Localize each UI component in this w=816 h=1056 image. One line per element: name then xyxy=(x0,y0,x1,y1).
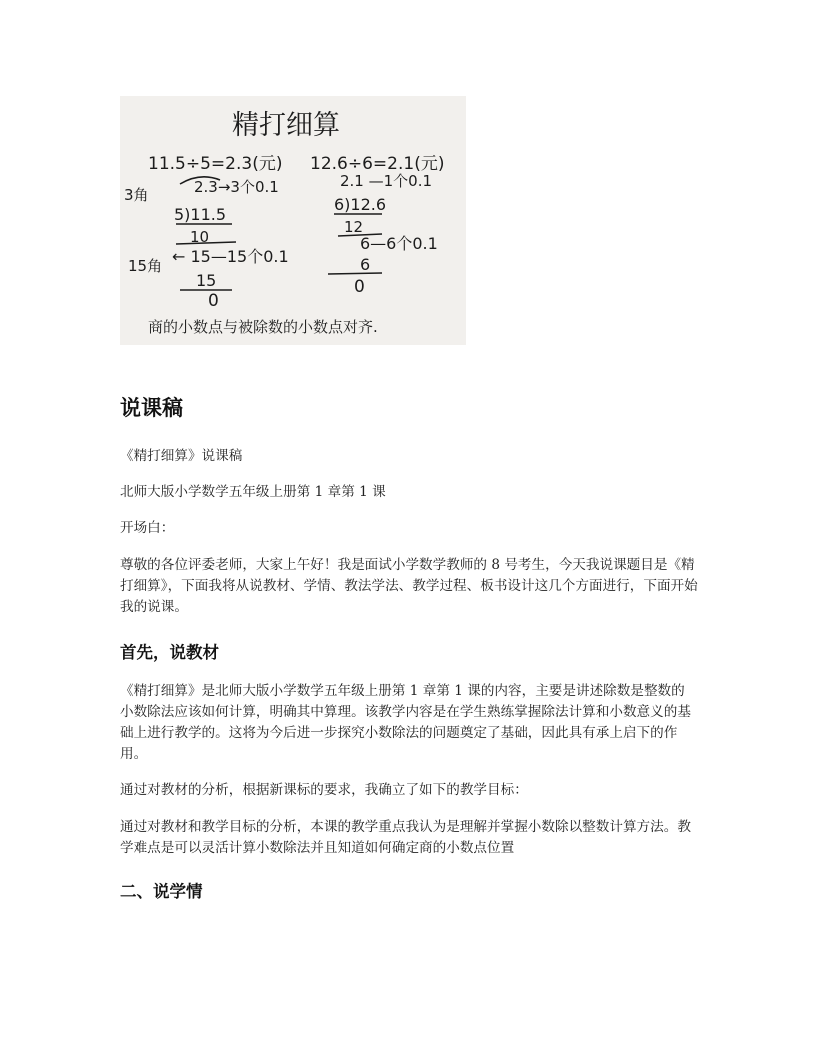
photo-eq-left: 11.5÷5=2.3(元) xyxy=(148,154,283,174)
photo-right-remainder: 0 xyxy=(354,277,365,297)
doc-heading: 说课稿 xyxy=(120,396,183,420)
handwritten-board-photo xyxy=(120,96,466,345)
photo-right-step1: 12 xyxy=(344,218,364,236)
section-heading-textbook: 首先，说教材 xyxy=(120,643,219,662)
photo-left-remainder: 0 xyxy=(208,291,219,311)
photo-left-15jiao: 15角 xyxy=(128,257,163,275)
photo-bottom-note: 商的小数点与被除数的小数点对齐. xyxy=(148,318,378,336)
photo-eq-right: 12.6÷6=2.1(元) xyxy=(310,154,445,174)
doc-line-textbook: 北师大版小学数学五年级上册第 1 章第 1 课 xyxy=(120,484,386,500)
doc-para-textbook: 《精打细算》是北师大版小学数学五年级上册第 1 章第 1 课的内容，主要是讲述除数是整数的小数除法应该如何计算，明确其中算理。该教学内容是在学生熟练掌握除法计算和小数意义的基础上进行教学的。这将为今后进一步探究小数除法的问题奠定了基础，因此具有承上启下的作用。 xyxy=(120,683,691,762)
photo-left-step3: 15 xyxy=(196,271,217,290)
photo-right-step2: 6—6个0.1 xyxy=(360,234,438,253)
photo-left-step2: ← 15—15个0.1 xyxy=(172,247,289,266)
photo-left-step1: 10 xyxy=(190,228,210,246)
doc-line-title: 《精打细算》说课稿 xyxy=(120,448,243,464)
photo-right-step3: 6 xyxy=(360,255,371,274)
board-photo-drawing xyxy=(120,96,466,345)
doc-para-goals: 通过对教材的分析，根据新课标的要求，我确立了如下的教学目标： xyxy=(120,782,528,798)
photo-right-quotient: 2.1 —1个0.1 xyxy=(340,172,433,190)
doc-para-focus: 通过对教材和教学目标的分析，本课的教学重点我认为是理解并掌握小数除以整数计算方法。教学难点是可以灵活计算小数除法并且知道如何确定商的小数点位置 xyxy=(120,819,691,856)
photo-left-quotient: 2.3→3个0.1 xyxy=(194,178,279,196)
photo-right-division: 6)12.6 xyxy=(334,195,387,214)
photo-title: 精打细算 xyxy=(232,110,340,141)
doc-para-opening: 尊敬的各位评委老师，大家上午好！我是面试小学数学教师的 8 号考生，今天我说课题目是《精打细算》，下面我将从说教材、学情、教法学法、教学过程、板书设计这几个方面进行，下面开始我的说课。 xyxy=(120,557,698,615)
photo-left-division: 5)11.5 xyxy=(174,205,227,224)
doc-line-opening: 开场白： xyxy=(120,520,175,536)
photo-left-jiao: 3角 xyxy=(124,186,149,204)
section-heading-students: 二、说学情 xyxy=(120,882,203,901)
